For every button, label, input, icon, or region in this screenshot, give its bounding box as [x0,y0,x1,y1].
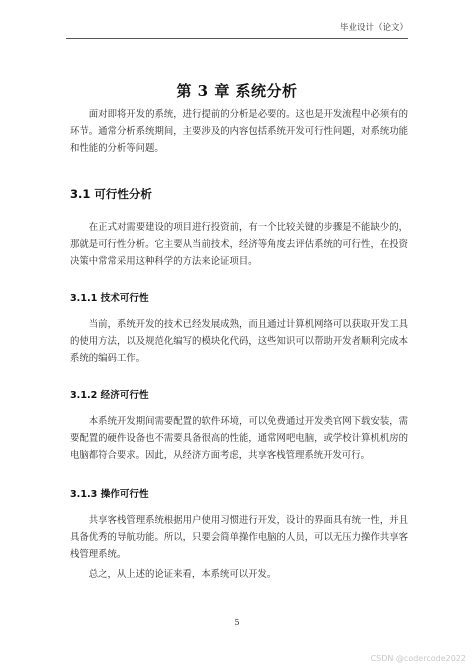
section-3-1-paragraph: 在正式对需要建设的项目进行投资前，有一个比较关键的步骤是不能缺少的，那就是可行性分析。它主要从当前技术，经济等角度去评估系统的可行性，在投资决策中常常采用这种科学的方法来论证项目。 [70,222,408,268]
page-number: 5 [234,618,240,627]
running-header [66,18,408,39]
section-heading-3-1-3: 3.1.3 操作可行性 [70,489,149,500]
section-heading-3-1-1: 3.1.1 技术可行性 [70,293,149,304]
section-3-1-3-paragraph: 共享客栈管理系统根据用户使用习惯进行开发，设计的界面具有统一性，并且具备优秀的导航功能。所以，只要会简单操作电脑的人员，可以无压力操作共享客栈管理系统。 [70,515,408,561]
conclusion-paragraph: 总之，从上述的论证来看，本系统可以开发。 [88,569,277,580]
chapter-intro-paragraph: 面对即将开发的系统，进行提前的分析是必要的。这也是开发流程中必须有的环节。通常分析系统期间，主要涉及的内容包括系统开发可行性问题，对系统功能和性能的分析等问题。 [70,109,408,155]
section-3-1-1-paragraph: 当前，系统开发的技术已经发展成熟，而且通过计算机网络可以获取开发工具的使用方法，以及规范化编写的模块化代码，这些知识可以帮助开发者顺利完成本系统的编码工作。 [70,319,408,365]
watermark: CSDN @codercode2022 [370,654,466,663]
chapter-title: 第 3 章 系统分析 [176,82,298,100]
section-heading-3-1: 3.1 可行性分析 [70,187,152,201]
section-3-1-2-paragraph: 本系统开发期间需要配置的软件环境，可以免费通过开发类官网下载安装，需要配置的硬件设备也不需要具备很高的性能，通常网吧电脑，或学校计算机机房的电脑都符合要求。因此，从经济方面考虑，共享客栈管理系统开发可行。 [70,416,408,462]
running-header-title: 毕业设计（论文） [339,23,408,33]
section-heading-3-1-2: 3.1.2 经济可行性 [70,390,149,401]
